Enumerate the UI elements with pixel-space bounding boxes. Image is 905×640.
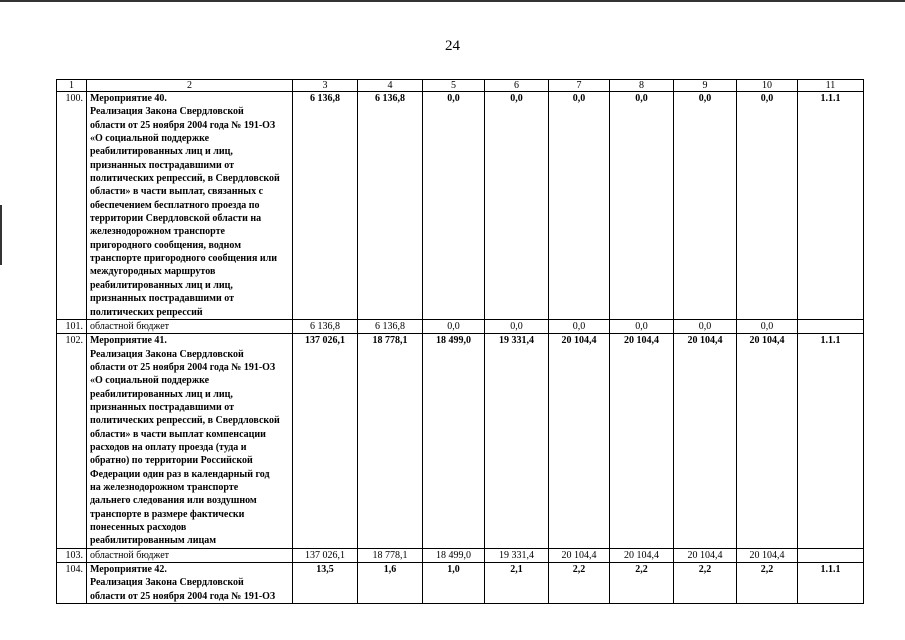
indicator-cell xyxy=(798,548,864,562)
description-line: областной бюджет xyxy=(90,320,170,332)
description-line: междугородных маршрутов xyxy=(90,266,216,278)
header-cell: 5 xyxy=(423,80,485,92)
description-line: Мероприятие 41. xyxy=(90,335,167,347)
description-line: признанных пострадавшими от xyxy=(90,159,235,171)
value-cell: 19 331,4 xyxy=(485,334,549,549)
description-line: признанных пострадавшими от xyxy=(90,293,235,305)
value-cell: 6 136,8 xyxy=(358,319,423,333)
scan-edge-left xyxy=(0,205,2,265)
description-line: Реализация Закона Свердловской xyxy=(90,577,244,589)
description-line: дальнего следования или воздушном xyxy=(90,495,257,507)
value-cell: 2,2 xyxy=(737,563,798,604)
row-description xyxy=(87,334,293,549)
description-line: политических репрессий, в Свердловской xyxy=(90,415,280,427)
row-description xyxy=(87,548,293,562)
value-cell: 18 499,0 xyxy=(423,334,485,549)
header-cell: 4 xyxy=(358,80,423,92)
value-cell: 20 104,4 xyxy=(737,334,798,549)
row-number: 104. xyxy=(57,563,87,604)
value-cell: 0,0 xyxy=(549,319,610,333)
value-cell: 0,0 xyxy=(610,319,674,333)
value-cell: 0,0 xyxy=(610,92,674,320)
value-cell: 0,0 xyxy=(423,92,485,320)
description-line: «О социальной поддержке xyxy=(90,133,210,145)
header-cell: 9 xyxy=(674,80,737,92)
description-line: реабилитированным лицам xyxy=(90,535,217,547)
header-row xyxy=(57,80,864,92)
value-cell: 0,0 xyxy=(674,319,737,333)
description-line: «О социальной поддержке xyxy=(90,375,210,387)
value-cell: 18 499,0 xyxy=(423,548,485,562)
value-cell: 0,0 xyxy=(485,92,549,320)
header-cell: 3 xyxy=(293,80,358,92)
value-cell: 0,0 xyxy=(737,319,798,333)
description-line: признанных пострадавшими от xyxy=(90,401,235,413)
description-line: области» в части выплат, связанных с xyxy=(90,186,264,198)
row-description xyxy=(87,563,293,604)
value-cell: 20 104,4 xyxy=(737,548,798,562)
header-cell: 2 xyxy=(87,80,293,92)
header-cell: 6 xyxy=(485,80,549,92)
value-cell: 6 136,8 xyxy=(293,319,358,333)
value-cell: 20 104,4 xyxy=(549,334,610,549)
value-cell: 137 026,1 xyxy=(293,334,358,549)
budget-row xyxy=(57,319,864,333)
header-cell: 8 xyxy=(610,80,674,92)
budget-row xyxy=(57,548,864,562)
value-cell: 6 136,8 xyxy=(293,92,358,320)
value-cell: 2,2 xyxy=(674,563,737,604)
description-line: пригородного сообщения, водном xyxy=(90,239,242,251)
description-line: области от 25 ноября 2004 года № 191-ОЗ xyxy=(90,590,276,602)
description-line: транспорте пригородного сообщения или xyxy=(90,253,277,265)
scan-edge-top xyxy=(0,0,905,2)
activity-row xyxy=(57,334,864,549)
header-cell: 11 xyxy=(798,80,864,92)
page-number: 24 xyxy=(445,38,460,54)
row-description xyxy=(87,319,293,333)
row-number: 101. xyxy=(57,319,87,333)
description-line: территории Свердловской области на xyxy=(90,213,262,225)
value-cell: 20 104,4 xyxy=(549,548,610,562)
indicator-cell xyxy=(798,319,864,333)
description-line: политических репрессий xyxy=(90,306,203,318)
description-line: Реализация Закона Свердловской xyxy=(90,106,244,118)
indicator-cell: 1.1.1 xyxy=(798,92,864,320)
description-line: области» в части выплат компенсации xyxy=(90,428,266,440)
description-line: расходов на оплату проезда (туда и xyxy=(90,441,247,453)
value-cell: 0,0 xyxy=(674,92,737,320)
header-cell: 10 xyxy=(737,80,798,92)
value-cell: 0,0 xyxy=(485,319,549,333)
description-line: обратно) по территории Российской xyxy=(90,455,253,467)
row-number: 103. xyxy=(57,548,87,562)
value-cell: 0,0 xyxy=(423,319,485,333)
description-line: Мероприятие 42. xyxy=(90,564,167,576)
description-line: на железнодорожном транспорте xyxy=(90,481,239,493)
value-cell: 13,5 xyxy=(293,563,358,604)
value-cell: 20 104,4 xyxy=(674,548,737,562)
activity-row xyxy=(57,92,864,320)
value-cell: 6 136,8 xyxy=(358,92,423,320)
description-line: реабилитированных лиц и лиц, xyxy=(90,279,233,291)
description-line: реабилитированных лиц и лиц, xyxy=(90,146,233,158)
value-cell: 20 104,4 xyxy=(610,548,674,562)
indicator-cell: 1.1.1 xyxy=(798,563,864,604)
description-line: транспорте в размере фактически xyxy=(90,508,245,520)
description-line: понесенных расходов xyxy=(90,522,187,533)
row-description xyxy=(87,92,293,320)
row-number: 102. xyxy=(57,334,87,549)
description-line: реабилитированных лиц и лиц, xyxy=(90,388,233,400)
value-cell: 19 331,4 xyxy=(485,548,549,562)
indicator-cell: 1.1.1 xyxy=(798,334,864,549)
activity-row xyxy=(57,563,864,604)
description-line: железнодорожном транспорте xyxy=(90,226,225,238)
value-cell: 20 104,4 xyxy=(610,334,674,549)
value-cell: 18 778,1 xyxy=(358,548,423,562)
description-line: обеспечением бесплатного проезда по xyxy=(90,199,260,211)
value-cell: 20 104,4 xyxy=(674,334,737,549)
description-line: Федерации один раз в календарный год xyxy=(90,468,270,480)
value-cell: 137 026,1 xyxy=(293,548,358,562)
description-line: области от 25 ноября 2004 года № 191-ОЗ xyxy=(90,119,276,131)
value-cell: 0,0 xyxy=(549,92,610,320)
value-cell: 0,0 xyxy=(737,92,798,320)
description-line: политических репрессий, в Свердловской xyxy=(90,173,280,185)
value-cell: 1,6 xyxy=(358,563,423,604)
row-number: 100. xyxy=(57,92,87,320)
value-cell: 2,2 xyxy=(549,563,610,604)
header-cell: 1 xyxy=(57,80,87,92)
value-cell: 1,0 xyxy=(423,563,485,604)
description-line: областной бюджет xyxy=(90,549,170,561)
description-line: области от 25 ноября 2004 года № 191-ОЗ xyxy=(90,361,276,373)
header-cell: 7 xyxy=(549,80,610,92)
value-cell: 2,2 xyxy=(610,563,674,604)
description-line: Реализация Закона Свердловской xyxy=(90,348,244,360)
description-line: Мероприятие 40. xyxy=(90,93,167,104)
budget-table xyxy=(56,79,864,604)
value-cell: 18 778,1 xyxy=(358,334,423,549)
value-cell: 2,1 xyxy=(485,563,549,604)
